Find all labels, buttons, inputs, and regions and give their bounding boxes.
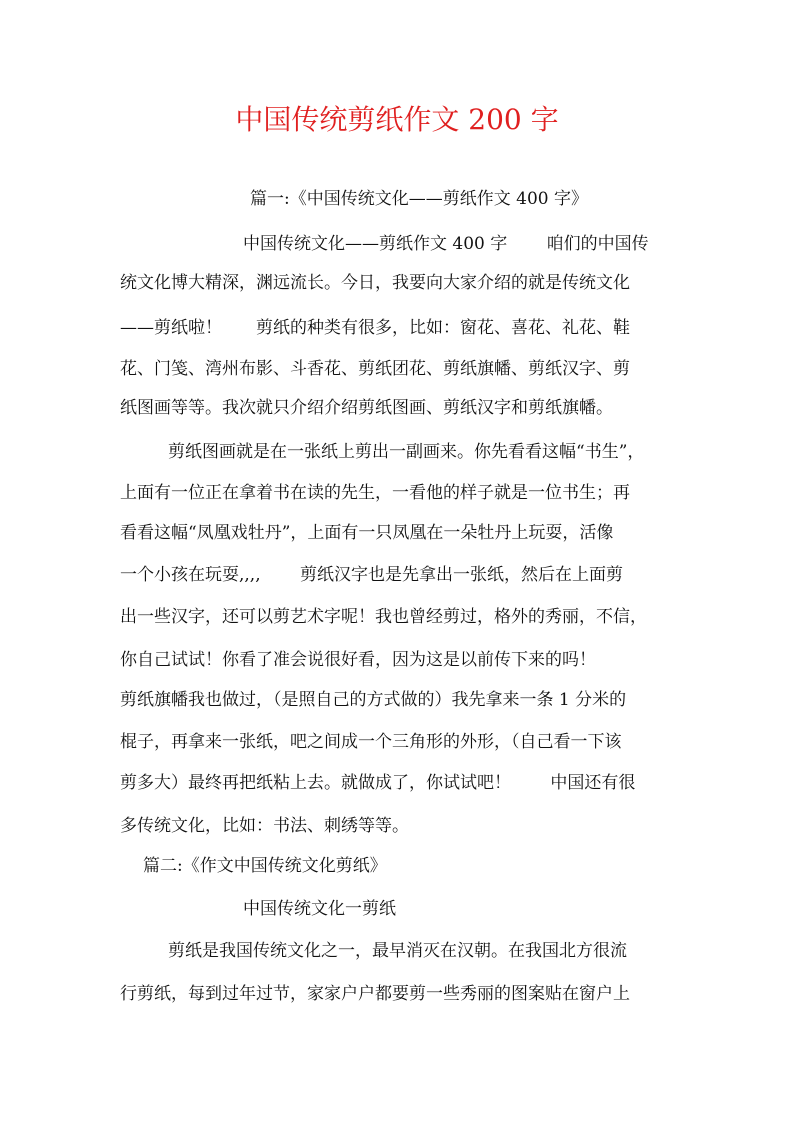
- paragraph-line: 剪纸旗幡我也做过，（是照自己的方式做的）我先拿来一条 1 分米的: [120, 690, 627, 710]
- paragraph-line: 花、门笺、湾州布影、斗香花、剪纸团花、剪纸旗幡、剪纸汉字、剪: [120, 359, 630, 379]
- paragraph-line: 剪纸是我国传统文化之一，最早消灭在汉朝。在我国北方很流: [168, 941, 627, 961]
- paragraph-line: 出一些汉字，还可以剪艺术字呢！我也曾经剪过，格外的秀丽，不信，: [120, 607, 647, 627]
- section-subheading: 中国传统文化一剪纸: [243, 899, 396, 919]
- section-heading-2: 篇二:《作文中国传统文化剪纸》: [143, 856, 387, 876]
- paragraph-line: 棍子，再拿来一张纸，吧之间成一个三角形的外形，（自己看一下该: [120, 732, 622, 752]
- paragraph-line: 看看这幅“凤凰戏牡丹”，上面有一只凤凰在一朵牡丹上玩耍，活像: [120, 523, 614, 543]
- paragraph-line: 行剪纸，每到过年过节，家家户户都要剪一些秀丽的图案贴在窗户上: [120, 984, 630, 1004]
- paragraph-line: 你自己试试！你看了准会说很好看，因为这是以前传下来的吗！: [120, 650, 596, 670]
- section-heading-1: 篇一:《中国传统文化——剪纸作文 400 字》: [250, 189, 588, 209]
- paragraph-line: 剪多大）最终再把纸粘上去。就做成了，你试试吧！ 中国还有很: [120, 773, 636, 793]
- paragraph-line: 多传统文化，比如：书法、刺绣等等。: [120, 816, 409, 836]
- paragraph-line: 上面有一位正在拿着书在读的先生，一看他的样子就是一位书生；再: [120, 483, 630, 503]
- paragraph-line: 一个小孩在玩耍,,,, 剪纸汉字也是先拿出一张纸，然后在上面剪: [120, 565, 624, 585]
- document-title: 中国传统剪纸作文 200 字: [235, 103, 559, 136]
- paragraph-line: 纸图画等等。我次就只介绍介绍剪纸图画、剪纸汉字和剪纸旗幡。: [120, 398, 613, 418]
- paragraph-line: 剪纸图画就是在一张纸上剪出一副画来。你先看看这幅“书生”，: [168, 442, 645, 462]
- paragraph-line: 统文化博大精深，渊远流长。今日，我要向大家介绍的就是传统文化: [120, 273, 630, 293]
- paragraph-line: 中国传统文化——剪纸作文 400 字 咱们的中国传: [243, 234, 649, 254]
- paragraph-line: ——剪纸啦！ 剪纸的种类有很多，比如：窗花、喜花、礼花、鞋: [120, 318, 630, 338]
